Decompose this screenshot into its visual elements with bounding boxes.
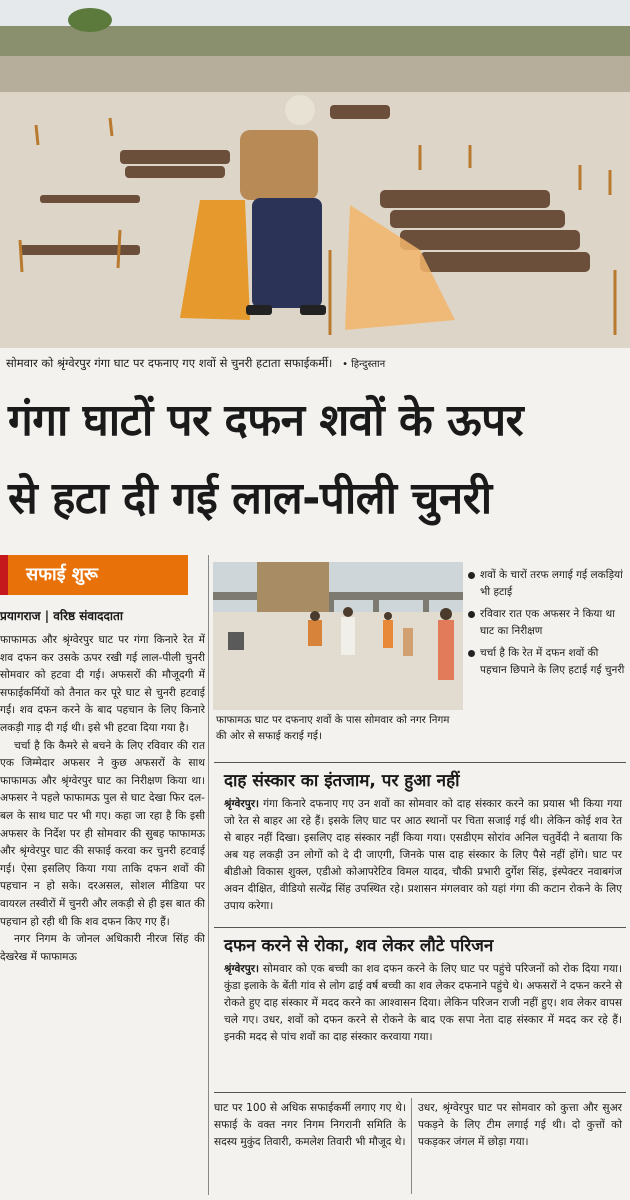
column-divider bbox=[208, 555, 209, 1195]
photo-credit: • हिन्दुस्तान bbox=[342, 359, 386, 370]
column-middle-bottom: घाट पर 100 से अधिक सफाईकर्मी लगाए गए थे। सफाई के वक्त नगर निगम निगरानी समिति के सदस्य मुकुंद तिवारी, कमलेश तिवारी भी मौजूद थे। bbox=[214, 1102, 406, 1148]
highlight-item: शवों के चारों तरफ लगाई गई लकड़ियां भी हटाई bbox=[466, 567, 626, 600]
story-1-dateline: श्रृंग्वेरपुर। bbox=[224, 798, 260, 810]
highlight-item: चर्चा है कि रेत में दफन शवों की पहचान छिपाने के लिए हटाई गई चुनरी bbox=[466, 645, 626, 678]
section-divider bbox=[214, 762, 626, 763]
paragraph-2: चर्चा है कि कैमरे से बचने के लिए रविवार की रात एक जिम्मेदार अफसर ने कुछ अफसरों के साथ फाफामऊ और श्रृंग्वेरपुर घाट का निरीक्षण किया था। अफसर ने पहले फाफामऊ पुल से घाट देखा फिर दल-बल के साथ घाट पर भी गए। कहा जा रहा है कि इसी अफसर के निर्देश पर ही सोमवार की सुबह फाफामऊ और श्रृंग्वेरपुर घाट की सफाई करवा कर चुनरी हटवाई गई। ऐसा इसलिए किया गया ताकि दफन शवों की पहचान न हो सके। दरअसल, सोशल मीडिया पर वायरल तस्वीरों में चुनरी और लकड़ी से ही इस बात की पहचान हो रही थी कि शव दफन किए गए हैं। bbox=[0, 739, 205, 928]
column-left bbox=[0, 632, 205, 1192]
highlight-item: रविवार रात एक अफसर ने किया था घाट का निरीक्षण bbox=[466, 606, 626, 639]
column-divider bbox=[411, 1098, 412, 1194]
ghat-photo-illustration bbox=[0, 0, 630, 348]
banner-label: सफाई शुरू bbox=[26, 564, 99, 585]
main-headline bbox=[0, 382, 630, 538]
highlights-list bbox=[466, 567, 626, 684]
story-2-dateline: श्रृंग्वेरपुर। bbox=[224, 963, 260, 975]
headline-line-1: गंगा घाटों पर दफन शवों के ऊपर bbox=[8, 395, 524, 446]
cleanup-photo-illustration bbox=[213, 562, 463, 710]
top-photo-caption bbox=[0, 350, 630, 376]
mid-photo-caption: फाफामऊ घाट पर दफनाए शवों के पास सोमवार को नगर निगम की ओर से सफाई कराई गई। bbox=[216, 714, 450, 742]
story-2-text: सोमवार को एक बच्ची का शव दफन करने के लिए घाट पर पहुंचे परिजनों को रोक दिया गया। कुंडा इलाके के बेंती गांव से लोग ढाई वर्ष बच्ची का शव लेकर दफनाने पहुंचे थे। अफसरों ने दफन करने से रोकते हुए दाह संस्कार में मदद करने का आश्वासन दिया। लेकिन परिजन राजी नहीं हुए। शव लेकर वापस चले गए। उधर, शवों को दफन करने से रोकने के बाद एक सपा नेता दाह संस्कार में मदद कर रहे हैं। इनकी मदद से पांच शवों का दाह संस्कार करवाया गया। bbox=[224, 963, 622, 1043]
byline: प्रयागराज | वरिष्ठ संवाददाता bbox=[0, 609, 123, 623]
caption-text: सोमवार को श्रृंग्वेरपुर गंगा घाट पर दफनाए गए शवों से चुनरी हटाता सफाईकर्मी। bbox=[6, 356, 333, 370]
paragraph-1: फाफामऊ और श्रृंग्वेरपुर घाट पर गंगा किनारे रेत में शव दफन कर उसके ऊपर रखी गई लाल-पीली चुनरी सोमवार को हटवा दी गई। अफसरों की मौजूदगी में सफाईकर्मियों को तैनात कर पूरे घाट से चुनरी हटवाई गई। शव दफन करने के बाद पहचान के लिए किनारे लकड़ी गाड़ दी गई थी। इसे भी हटवा दिया गया है। bbox=[0, 634, 205, 734]
story-2-heading: दफन करने से रोका, शव लेकर लौटे परिजन bbox=[224, 936, 494, 956]
story-1-body bbox=[224, 796, 622, 915]
story-1-heading: दाह संस्कार का इंतजाम, पर हुआ नहीं bbox=[224, 771, 460, 791]
paragraph-3: नगर निगम के जोनल अधिकारी नीरज सिंह की देखरेख में फाफामऊ bbox=[0, 933, 205, 963]
section-divider bbox=[214, 1092, 626, 1093]
column-right-bottom: उधर, श्रृंग्वेरपुर घाट पर सोमवार को कुत्ता और सुअर पकड़ने के लिए टीम लगाई गई थी। दो कुत्तों को पकड़कर जंगल में छोड़ा गया। bbox=[418, 1102, 622, 1148]
story-1-text: गंगा किनारे दफनाए गए उन शवों का सोमवार को दाह संस्कार करने का प्रयास भी किया गया जो रेत से बाहर आ रहे हैं। इसके लिए घाट पर आठ स्थानों पर चिता सजाई गई थी। लेकिन कोई शव रेत से बाहर नहीं दिखा। इसलिए दाह संस्कार नहीं किया गया। एसडीएम सोरांव अनिल चतुर्वेदी ने बताया कि अब यह लकड़ी उन लोगों को दे दी जाएगी, जिनके पास दाह संस्कार के लिए पैसे नहीं होंगे। घाट पर बीडीओ विकास शुक्ल, एडीओ कोआपरेटिव विमल यादव, चौकी प्रभारी दुर्गेश सिंह, इंस्पेक्टर नवाबगंज अवन दीक्षित, वीडियो सत्येंद्र सिंह उपस्थित रहे। प्रशासन मंगलवार को यहां गंगा की कटान रोकने के लिए उपाय करेगा। bbox=[224, 798, 622, 912]
section-divider bbox=[214, 927, 626, 928]
section-banner bbox=[0, 555, 188, 595]
mid-photo bbox=[213, 562, 463, 710]
headline-line-2: से हटा दी गई लाल-पीली चुनरी bbox=[8, 473, 492, 524]
top-photo bbox=[0, 0, 630, 348]
story-2-body bbox=[224, 961, 622, 1046]
